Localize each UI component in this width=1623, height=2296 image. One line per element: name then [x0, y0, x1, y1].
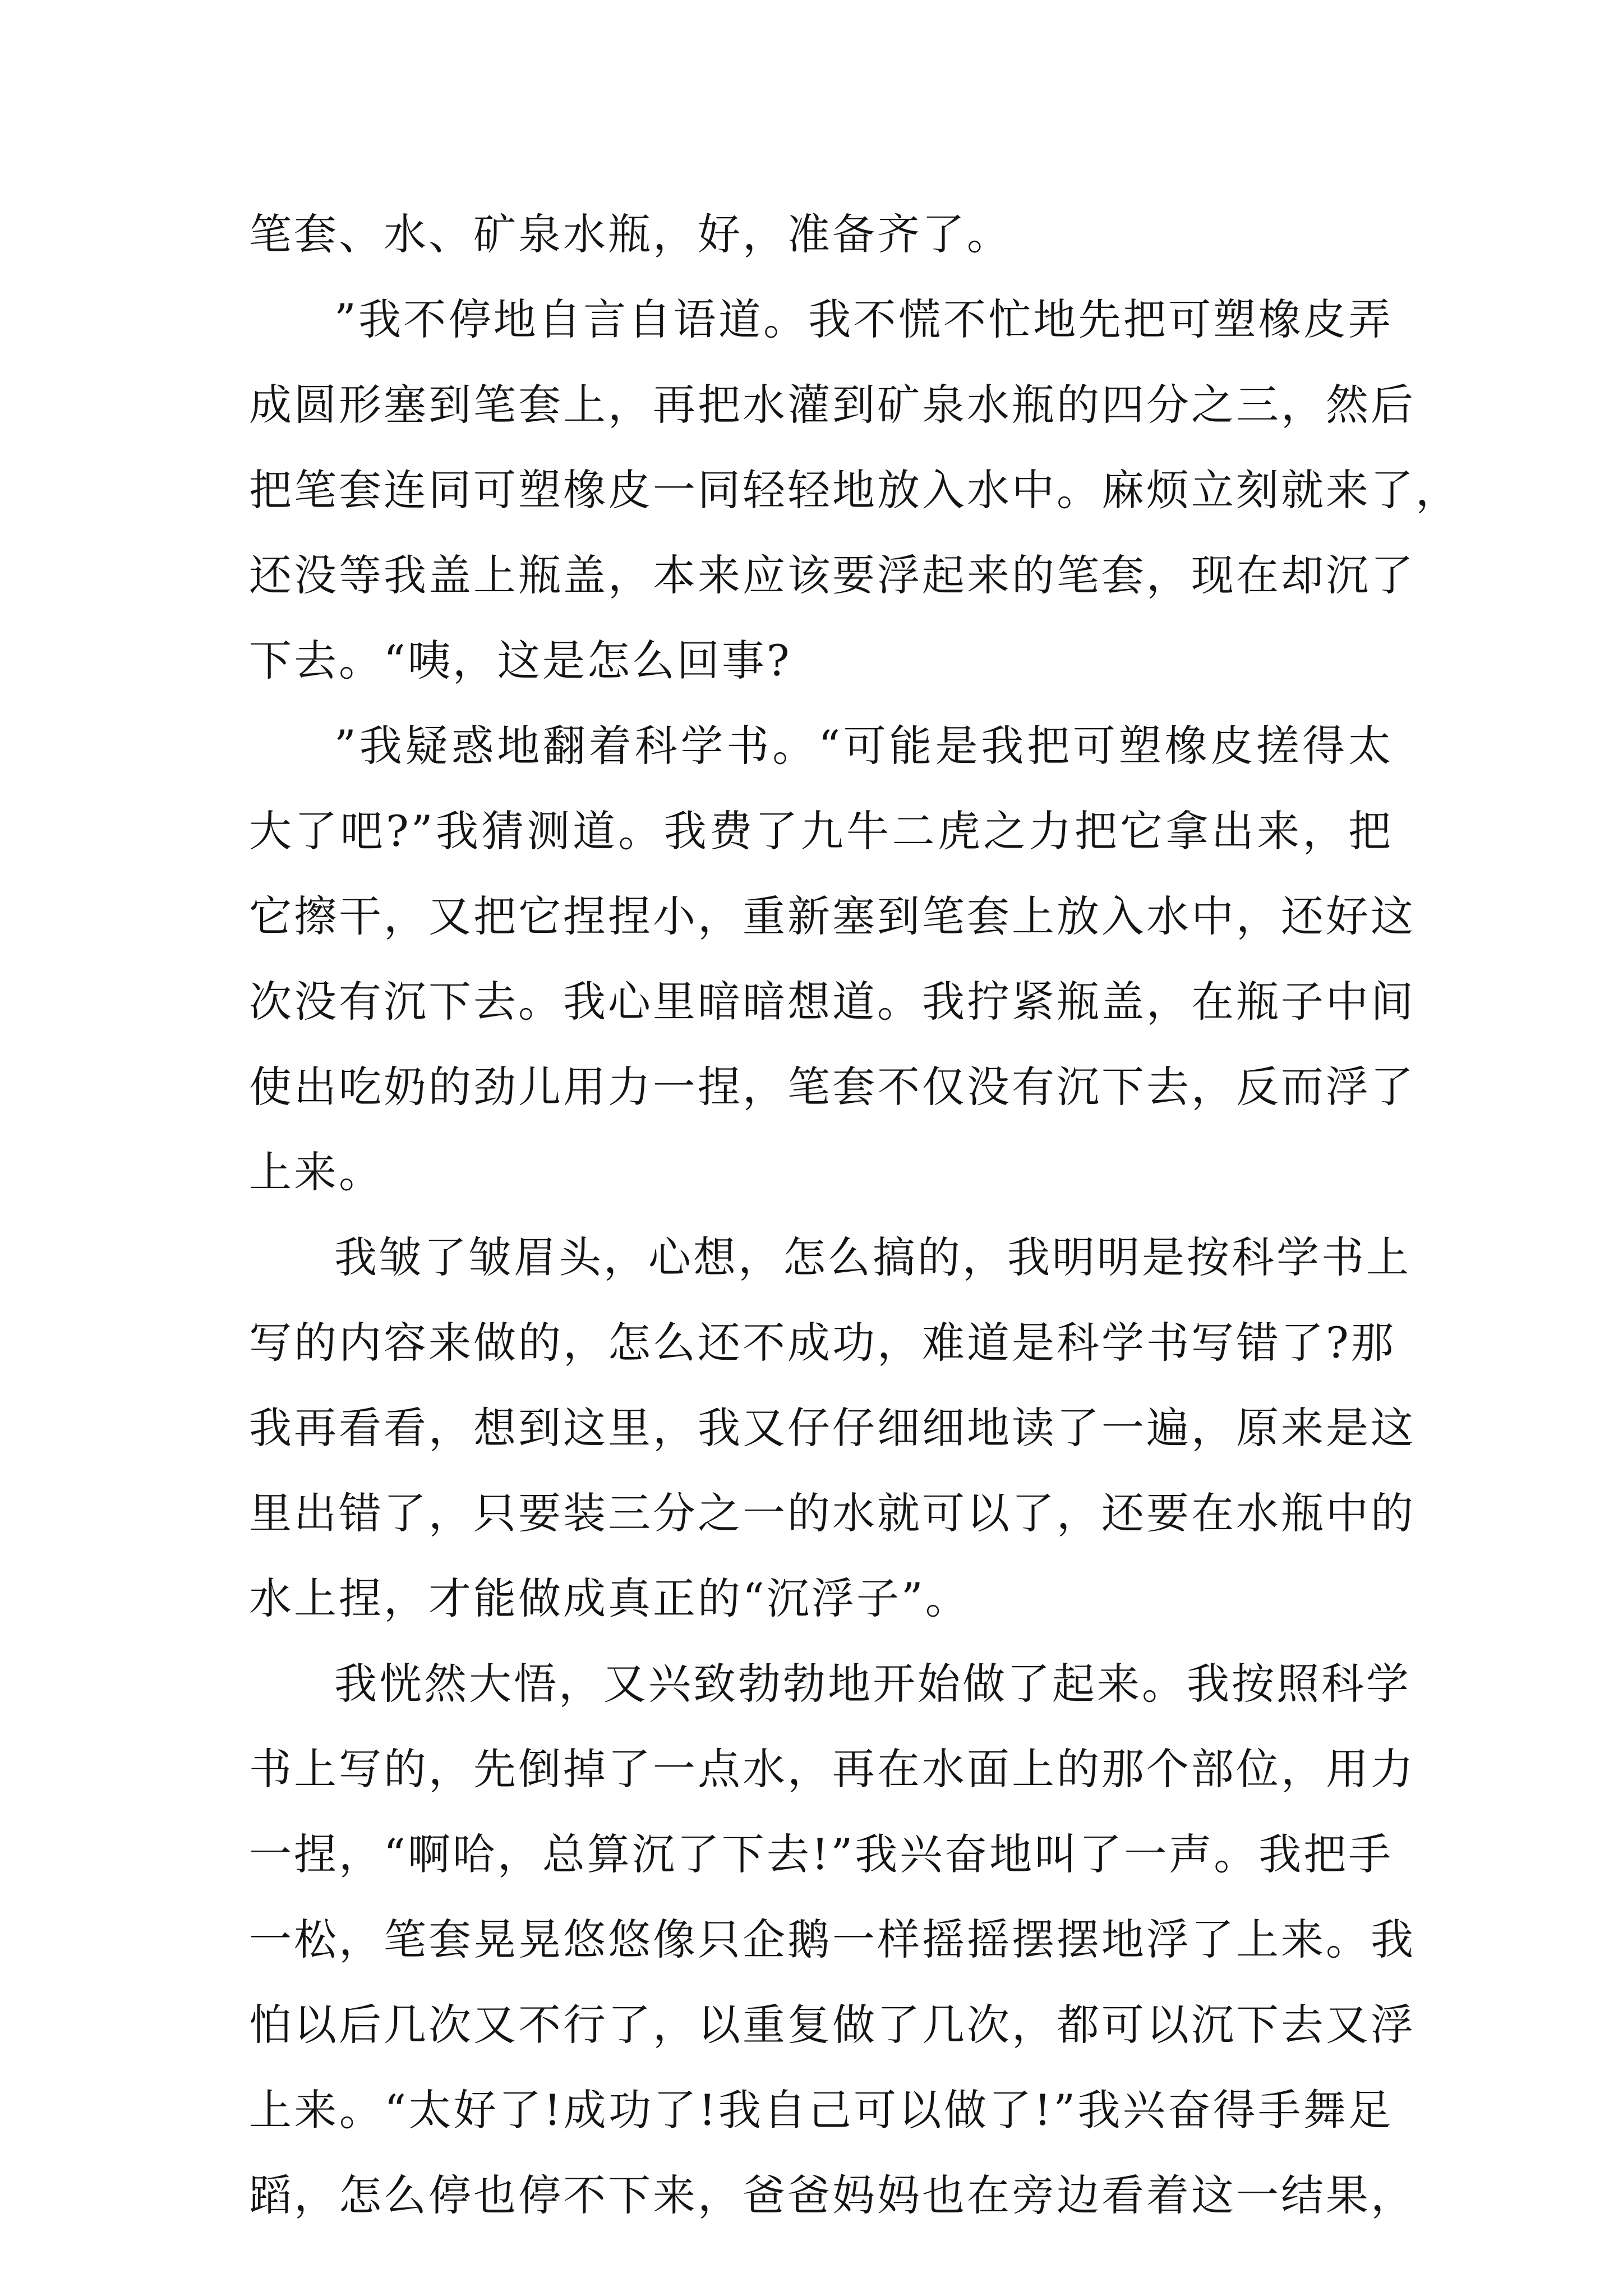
- text-line: 我再看看，想到这里，我又仔仔细细地读了一遍，原来是这: [249, 1403, 1415, 1453]
- text-line: 它擦干，又把它捏捏小，重新塞到笔套上放入水中，还好这: [249, 891, 1415, 941]
- text-line: 大了吧?”我猜测道。我费了九牛二虎之力把它拿出来，把: [249, 806, 1393, 856]
- text-line: 里出错了，只要装三分之一的水就可以了，还要在水瓶中的: [249, 1488, 1415, 1538]
- text-line: ”我疑惑地翻着科学书。“可能是我把可塑橡皮搓得太: [334, 721, 1393, 771]
- text-line: 书上写的，先倒掉了一点水，再在水面上的那个部位，用力: [249, 1744, 1415, 1794]
- text-line: 水上捏，才能做成真正的“沉浮子”。: [249, 1573, 970, 1623]
- text-line: 一捏，“啊哈，总算沉了下去!”我兴奋地叫了一声。我把手: [249, 1829, 1394, 1879]
- text-line: 成圆形塞到笔套上，再把水灌到矿泉水瓶的四分之三，然后: [249, 380, 1415, 430]
- text-line: 还没等我盖上瓶盖，本来应该要浮起来的笔套，现在却沉了: [249, 550, 1415, 600]
- text-line: 怕以后几次又不行了，以重复做了几次，都可以沉下去又浮: [249, 2000, 1415, 2050]
- text-line: 笔套、水、矿泉水瓶，好，准备齐了。: [249, 209, 1012, 259]
- text-line: 使出吃奶的劲儿用力一捏，笔套不仅没有沉下去，反而浮了: [249, 1062, 1415, 1112]
- text-line: 我恍然大悟，又兴致勃勃地开始做了起来。我按照科学: [334, 1659, 1411, 1709]
- text-line: 下去。“咦，这是怎么回事?: [249, 636, 792, 685]
- text-line: 一松，笔套晃晃悠悠像只企鹅一样摇摇摆摆地浮了上来。我: [249, 1915, 1415, 1964]
- text-line: 上来。: [249, 1147, 384, 1197]
- document-body: [249, 192, 1460, 2238]
- text-line: 我皱了皱眉头，心想，怎么搞的，我明明是按科学书上: [334, 1232, 1411, 1282]
- text-line: ”我不停地自言自语道。我不慌不忙地先把可塑橡皮弄: [334, 295, 1393, 344]
- text-line: 写的内容来做的，怎么还不成功，难道是科学书写错了?那: [249, 1318, 1396, 1368]
- text-line: 次没有沉下去。我心里暗暗想道。我拧紧瓶盖，在瓶子中间: [249, 977, 1415, 1027]
- text-line: 把笔套连同可塑橡皮一同轻轻地放入水中。麻烦立刻就来了，: [249, 465, 1460, 515]
- text-line: 蹈，怎么停也停不下来，爸爸妈妈也在旁边看着这一结果，: [249, 2170, 1415, 2220]
- text-line: 上来。“太好了!成功了!我自己可以做了!”我兴奋得手舞足: [249, 2085, 1393, 2135]
